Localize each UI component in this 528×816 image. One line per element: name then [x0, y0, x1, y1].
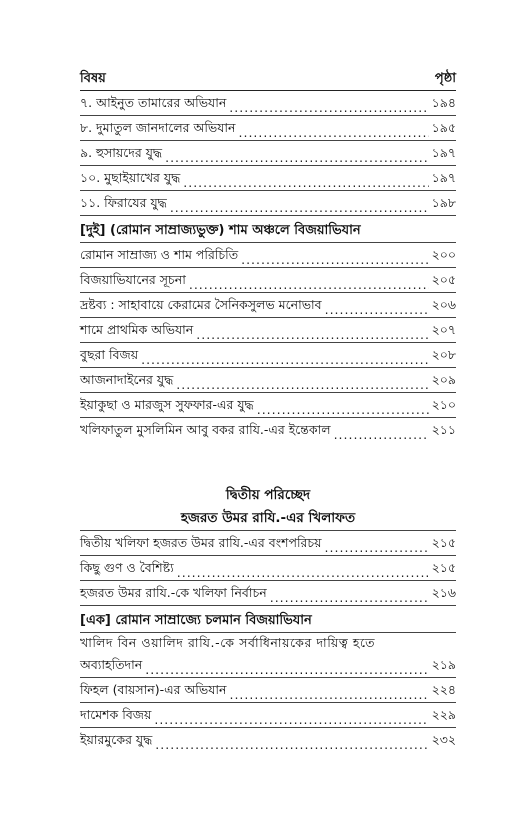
toc-entry-title: দ্বিতীয় খলিফা হজরত উমর রাযি.-এর বংশপরিচয় — [80, 535, 322, 550]
leader-dots — [170, 200, 429, 215]
toc-entry[interactable] — [80, 166, 456, 191]
toc-entry-title-line2: অব্যাহতিদান — [80, 657, 143, 672]
toc-entry[interactable] — [80, 418, 456, 442]
toc-entry[interactable] — [80, 268, 456, 293]
toc-entry-page: ২০৭ — [431, 322, 456, 337]
leader-dots — [229, 687, 428, 702]
toc-entry-title: ১১. ফিরাযের যুদ্ধ — [80, 195, 167, 210]
toc-entry[interactable] — [80, 728, 456, 752]
toc-entry-page: ১৯৪ — [431, 95, 456, 110]
subject-heading: বিষয় — [80, 71, 106, 86]
toc-entry-page: ১৯৮ — [431, 195, 456, 210]
toc-header — [80, 66, 456, 91]
toc-entry-page: ২১৬ — [431, 585, 456, 600]
toc-entry-title: হজরত উমর রাযি.-কে খলিফা নির্বাচন — [80, 585, 267, 600]
toc-entry-page: ২১১ — [431, 422, 456, 437]
toc-entry-title: কিছু গুণ ও বৈশিষ্ট্য — [80, 560, 174, 575]
chapter-title: দ্বিতীয় পরিচ্ছেদ — [225, 487, 311, 503]
leader-dots — [229, 100, 428, 115]
toc-entry-title: শামে প্রাথমিক অভিযান — [80, 322, 194, 337]
toc-entry-title: দ্রষ্টব্য : সাহাবায়ে কেরামের সৈনিকসুলভ মনোভাব — [80, 297, 322, 312]
toc-entry[interactable] — [80, 91, 456, 116]
toc-entry[interactable] — [80, 318, 456, 343]
toc-entry-title: ইয়াকুছা ও মারজুস সুফফার-এর যুদ্ধ — [80, 397, 254, 412]
toc-entry[interactable] — [80, 191, 456, 216]
toc-entry[interactable] — [80, 343, 456, 368]
toc-entry[interactable] — [80, 393, 456, 418]
leader-dots — [177, 565, 429, 580]
leader-dots — [257, 402, 429, 417]
toc-entry[interactable] — [80, 531, 456, 556]
toc-entry-title: ৯. হুসায়দের যুদ্ধ — [80, 145, 163, 160]
toc-entry[interactable] — [80, 368, 456, 393]
toc-entry[interactable] — [80, 581, 456, 606]
section-heading-one: [এক] রোমান সাম্রাজ্যে চলমান বিজয়াভিযান — [80, 606, 456, 633]
toc-entry-page: ২০০ — [431, 247, 456, 262]
toc-entry-page: ২৩২ — [431, 732, 456, 747]
toc-entry-title: বুছরা বিজয় — [80, 347, 139, 362]
toc-entry-title: ইয়ারমুকের যুদ্ধ — [80, 732, 153, 747]
toc-entry-page: ১৯৭ — [431, 170, 456, 185]
leader-dots — [325, 540, 429, 555]
chapter-subtitle: হজরত উমর রাযি.-এর খিলাফত — [80, 506, 456, 531]
toc-entry[interactable] — [80, 116, 456, 141]
toc-entry[interactable] — [80, 243, 456, 268]
leader-dots — [239, 125, 429, 140]
toc-entry-page: ২০৮ — [431, 347, 456, 362]
toc-entry-title: ৮. দুমাতুল জানদালের অভিযান — [80, 120, 236, 135]
leader-dots — [165, 150, 429, 165]
toc-page — [80, 66, 456, 752]
toc-entry-page: ২২৪ — [431, 682, 456, 697]
toc-entry-page: ১৯৫ — [431, 120, 456, 135]
leader-dots — [270, 590, 429, 605]
page-heading: পৃষ্ঠা — [434, 71, 456, 86]
toc-entry-multiline[interactable] — [80, 633, 456, 678]
toc-entry[interactable] — [80, 141, 456, 166]
toc-entry-title-line1: খালিদ বিন ওয়ালিদ রাযি.-কে সর্বাধিনায়কের দায়িত্ব হতে — [80, 635, 376, 650]
leader-dots — [176, 377, 428, 392]
toc-entry-page: ২১৯ — [431, 657, 456, 672]
toc-entry-title: দামেশক বিজয় — [80, 707, 152, 722]
leader-dots — [141, 352, 429, 367]
toc-entry-title: খলিফাতুল মুসলিমিন আবু বকর রাযি.-এর ইন্তেকাল — [80, 422, 331, 437]
toc-entry-page: ১৯৭ — [431, 145, 456, 160]
leader-dots — [145, 662, 428, 677]
leader-dots — [183, 175, 428, 190]
leader-dots — [189, 277, 429, 292]
toc-entry-page: ২১৫ — [431, 535, 456, 550]
toc-entry[interactable] — [80, 556, 456, 581]
toc-entry-title: রোমান সাম্রাজ্য ও শাম পরিচিতি — [80, 247, 239, 262]
toc-entry-title: আজনাদাইনের যুদ্ধ — [80, 372, 174, 387]
leader-dots — [241, 252, 429, 267]
toc-entry-page: ২০৯ — [431, 372, 456, 387]
toc-entry-page: ২১৫ — [431, 560, 456, 575]
leader-dots — [154, 712, 428, 727]
leader-dots — [334, 427, 429, 442]
leader-dots — [196, 327, 428, 342]
toc-entry-title: বিজয়াভিযানের সূচনা — [80, 272, 186, 287]
toc-entry[interactable] — [80, 293, 456, 318]
toc-entry[interactable] — [80, 703, 456, 728]
leader-dots — [155, 737, 428, 752]
toc-entry-page: ২২৯ — [431, 707, 456, 722]
leader-dots — [325, 302, 429, 317]
toc-entry-page: ২১০ — [431, 397, 456, 412]
section-heading-two: [দুই] (রোমান সাম্রাজ্যভুক্ত) শাম অঞ্চলে বিজয়াভিযান — [80, 216, 456, 243]
toc-entry-page: ২০৬ — [431, 297, 456, 312]
toc-entry-page: ২০৫ — [431, 272, 456, 287]
toc-entry[interactable] — [80, 678, 456, 703]
toc-entry-title: ১০. মুছাইয়াখের যুদ্ধ — [80, 170, 181, 185]
toc-entry-title: ফিহল (বায়সান)-এর অভিযান — [80, 682, 227, 697]
toc-entry-title: ৭. আইনুত তামারের অভিযান — [80, 95, 227, 110]
